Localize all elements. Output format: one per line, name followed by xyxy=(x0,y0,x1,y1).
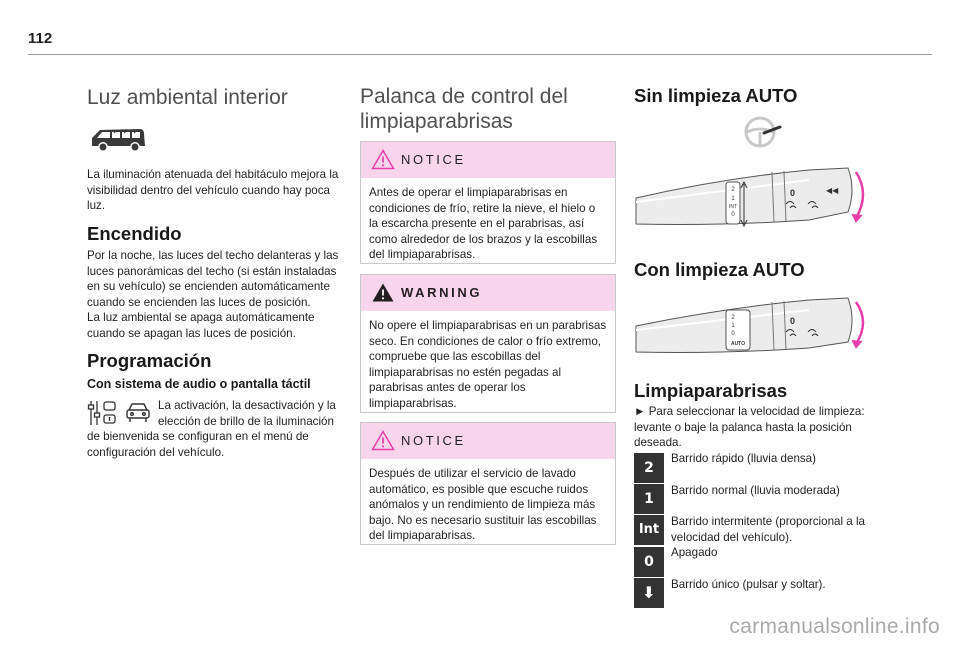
heading-encendido: Encendido xyxy=(87,223,182,244)
top-divider xyxy=(28,54,932,55)
programacion-text-a: La activación, la desactivación y la elección de brillo de la iluminación xyxy=(158,399,336,428)
speed-text-2: Barrido rápido (lluvia densa) xyxy=(671,452,816,465)
speed-text-1: Barrido normal (lluvia moderada) xyxy=(671,484,840,497)
caution-triangle-icon xyxy=(371,430,395,451)
stalk-label-0: 0 xyxy=(731,212,735,218)
speed-text-single: Barrido único (pulsar y soltar). xyxy=(671,578,826,591)
wiper-title-line2: limpiaparabrisas xyxy=(360,110,513,133)
speed-badge-int: Int xyxy=(634,515,664,545)
heading-con-auto: Con limpieza AUTO xyxy=(634,259,805,280)
warning-triangle-icon xyxy=(371,282,395,303)
warning-box xyxy=(360,274,616,413)
speed-text-int: Barrido intermitente (proporcional a la velocidad del vehículo). xyxy=(671,515,865,544)
stalk-off-mark: 0 xyxy=(790,188,796,198)
notice-text: Después de utilizar el servicio de lavado automático, es posible que escuche ruidos anómalos y un rendimiento de limpieza más bajo. No es necesario sustituir las escobillas del limpiaparabrisas. xyxy=(369,467,597,543)
wiper-title-line1: Palanca de control del xyxy=(360,85,568,108)
warning-header xyxy=(361,275,615,311)
notice-box-2 xyxy=(360,422,616,545)
notice-label: NOTICE xyxy=(401,152,466,167)
section-title-ambient-light: Luz ambiental interior xyxy=(87,86,288,109)
wiper-stalk-auto-diagram xyxy=(634,292,874,368)
programacion-subtitle: Con sistema de audio o pantalla táctil xyxy=(87,377,311,391)
heading-sin-auto: Sin limpieza AUTO xyxy=(634,85,798,106)
stalk-label-1: 1 xyxy=(731,323,735,329)
speed-text-0: Apagado xyxy=(671,546,718,559)
encendido-text-1: Por la noche, las luces del techo delanteras y las luces panorámicas del techo (si están instaladas en su vehículo) se encienden automáticamente cuando se encienden las luces de posición. xyxy=(87,249,339,309)
settings-sliders-icon xyxy=(87,399,117,427)
stalk-rewind-arrows: ◀◀ xyxy=(826,186,839,195)
car-front-icon xyxy=(124,400,152,424)
notice-box-1 xyxy=(360,141,616,264)
programacion-text-b: de bienvenida se configuran en el menú de configuración del vehículo. xyxy=(87,430,309,459)
stalk-off-mark: 0 xyxy=(790,316,796,326)
warning-label: WARNING xyxy=(401,285,483,300)
stalk-label-int: INT xyxy=(728,204,738,210)
speed-badge-0: 0 xyxy=(634,547,664,577)
speed-badge-2: 2 xyxy=(634,453,664,483)
heading-limpiaparabrisas: Limpiaparabrisas xyxy=(634,380,788,401)
stalk-label-2: 2 xyxy=(731,315,735,321)
steering-wheel-icon xyxy=(742,114,782,148)
speed-badge-1: 1 xyxy=(634,484,664,514)
stalk-label-auto: AUTO xyxy=(730,341,746,347)
stalk-label-1: 1 xyxy=(731,196,735,202)
notice-label: NOTICE xyxy=(401,433,466,448)
speed-badge-single: ⬇ xyxy=(634,578,664,608)
encendido-text-2: La luz ambiental se apaga automáticamente cuando se apagan las luces de posición. xyxy=(87,311,315,340)
notice-header xyxy=(361,142,615,178)
page-number: 112 xyxy=(28,30,53,47)
van-icon xyxy=(88,124,148,154)
notice-text: Antes de operar el limpiaparabrisas en condiciones de frío, retire la nieve, el hielo o la escarcha presente en el parabrisas, así como alrededor de los brazos y la escobillas del limpiaparabrisas. xyxy=(369,186,598,262)
section-title-wiper-lever xyxy=(360,84,568,134)
warning-text: No opere el limpiaparabrisas en un parabrisas seco. En condiciones de calor o frío extremo, compruebe que las escobillas del limpiaparabrisas no estén pegadas al parabrisas antes de operar los limpiaparabrisas. xyxy=(369,319,607,410)
caution-triangle-icon xyxy=(371,149,395,170)
ambient-intro: La iluminación atenuada del habitáculo mejora la visibilidad dentro del vehículo cuando hay poca luz. xyxy=(87,168,339,213)
wiper-stalk-manual-diagram xyxy=(634,160,874,244)
heading-programacion: Programación xyxy=(87,350,212,371)
stalk-label-0: 0 xyxy=(731,331,735,337)
stalk-label-2: 2 xyxy=(731,187,735,193)
watermark: carmanualsonline.info xyxy=(729,615,940,638)
notice-header xyxy=(361,423,615,459)
limpia-intro: ► Para seleccionar la velocidad de limpieza: levante o baje la palanca hasta la posición deseada. xyxy=(634,405,865,450)
